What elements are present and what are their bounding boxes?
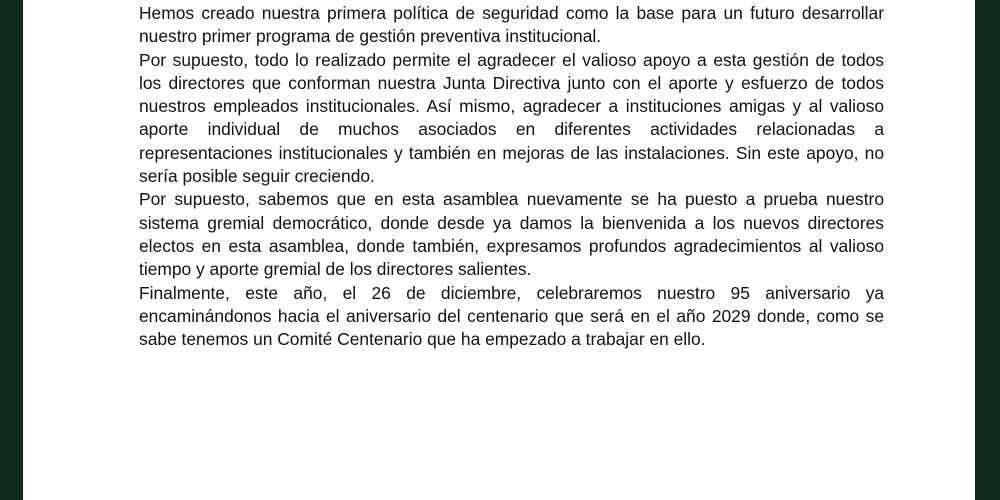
paragraph-assembly: Por supuesto, sabemos que en esta asamblea nuevamente se ha puesto a prueba nuestro sistema gremial democrático, donde desde ya damos la bienvenida a los nuevos directores electos en esta asamblea, donde también, expresamos profundos agradecimientos al valioso tiempo y aporte gremial de los directores salientes. — [139, 189, 884, 280]
paragraph-acknowledgements: Por supuesto, todo lo realizado permite el agradecer el valioso apoyo a esta gestión de todos los directores que conforman nuestra Junta Directiva junto con el aporte y esfuerzo de todos nuestros empleados institucionales. Así mismo, agradecer a instituciones amigas y al valioso aporte individual de muchos asociados en diferentes actividades relacionadas a representaciones institucionales y también en mejoras de las instalaciones. Sin este apoyo, no sería posible seguir creciendo. — [139, 49, 884, 187]
document-page — [23, 0, 975, 500]
paragraph-anniversary: Finalmente, este año, el 26 de diciembre, celebraremos nuestro 95 aniversario ya encaminándonos hacia el aniversario del centenario que será en el año 2029 donde, como se sabe tenemos un Comité Centenario que ha empezado a trabajar en ello. — [139, 282, 884, 350]
paragraph-security-policy: Hemos creado nuestra primera política de seguridad como la base para un futuro desarrollar nuestro primer programa de gestión preventiva institucional. — [139, 3, 884, 47]
document-body — [139, 2, 884, 351]
